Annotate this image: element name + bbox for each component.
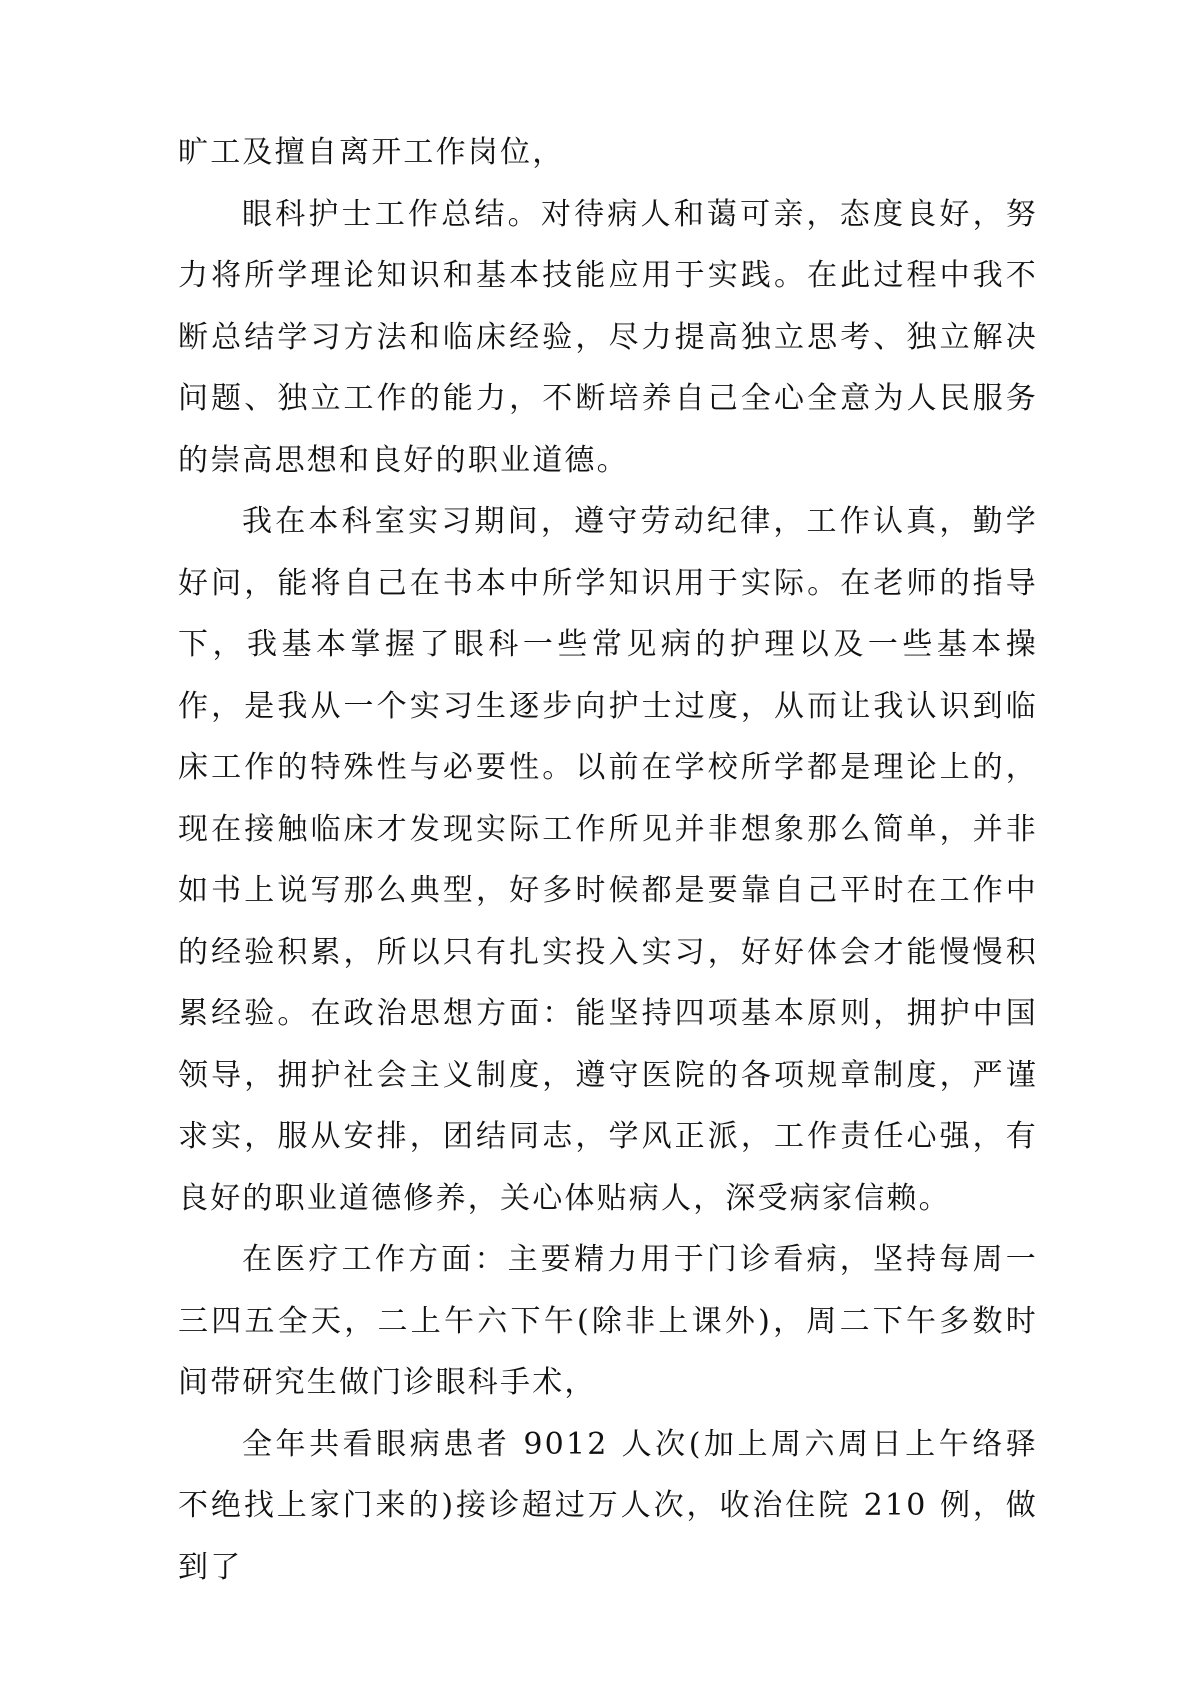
paragraph-2: 眼科护士工作总结。对待病人和蔼可亲，态度良好，努力将所学理论知识和基本技能应用于实践。在此过程中我不断总结学习方法和临床经验，尽力提高独立思考、独立解决问题、独立工作的能力，不断培养自己全心全意为人民服务的崇高思想和良好的职业道德。 (178, 196, 1038, 478)
document-body (178, 122, 1038, 1598)
paragraph-5: 全年共看眼病患者 9012 人次(加上周六周日上午络驿不绝找上家门来的)接诊超过万人次，收治住院 210 例，做到了 (178, 1426, 1038, 1585)
paragraph-1: 旷工及擅自离开工作岗位， (178, 135, 565, 170)
paragraph-4: 在医疗工作方面：主要精力用于门诊看病，坚持每周一三四五全天，二上午六下午(除非上课外)，周二下午多数时间带研究生做门诊眼科手术， (178, 1242, 1038, 1400)
paragraph-3: 我在本科室实习期间，遵守劳动纪律，工作认真，勤学好问，能将自己在书本中所学知识用于实际。在老师的指导下，我基本掌握了眼科一些常见病的护理以及一些基本操作，是我从一个实习生逐步向护士过度，从而让我认识到临床工作的特殊性与必要性。以前在学校所学都是理论上的，现在接触临床才发现实际工作所见并非想象那么简单，并非如书上说写那么典型，好多时候都是要靠自己平时在工作中的经验积累，所以只有扎实投入实习，好好体会才能慢慢积累经验。在政治思想方面：能坚持四项基本原则，拥护中国领导，拥护社会主义制度，遵守医院的各项规章制度，严谨求实，服从安排，团结同志，学风正派，工作责任心强，有良好的职业道德修养，关心体贴病人，深受病家信赖。 (178, 504, 1038, 1216)
